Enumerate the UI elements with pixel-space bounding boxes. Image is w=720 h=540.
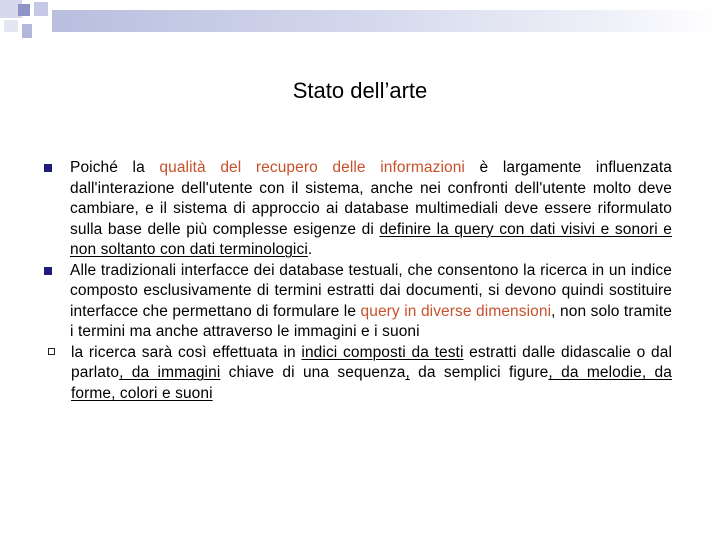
underlined-text: , [405, 364, 410, 381]
list-item [40, 158, 672, 261]
text-run: . [307, 241, 313, 258]
sub-list-item [40, 343, 672, 405]
text-run: Alle tradizionali interfacce dei database testuali, che consentono la ricerca in un indice composto esclusivamente di termini estratti dai documenti, si devono quindi sostituire interfacce che permettano di formulare le [70, 261, 672, 320]
text-run: Poiché la [70, 159, 160, 176]
decor-square [18, 4, 30, 16]
slide-title: Stato dell’arte [292, 78, 428, 103]
slide-content [40, 158, 672, 404]
underlined-text: , da melodie, da forme, colori e suoni [71, 364, 672, 402]
underlined-text: definire la query con dati visivi e sonori e non soltanto con dati terminologici [70, 220, 673, 258]
text-run: chiave di una sequenza [220, 364, 406, 381]
underlined-text: indici composti da testi [301, 343, 464, 361]
text-run: , non solo tramite i termini ma anche attraverso le immagini e i suoni [70, 302, 672, 340]
hollow-square-bullet-icon [48, 348, 55, 355]
highlighted-text: qualità del recupero delle informazioni [159, 159, 465, 176]
text-run: è largamente influenzata dall'interazione dell'utente con il sistema, anche nei confronti dell'utente molto deve cambiare, e il sistema di approccio ai database multimediali deve essere riformulato sulla base delle più complesse esigenze di [70, 159, 672, 238]
header-decoration [0, 0, 720, 50]
decor-square [22, 24, 32, 38]
square-bullet-icon [44, 267, 52, 275]
decor-square [34, 2, 48, 16]
text-run: la ricerca sarà così effettuata in [71, 343, 302, 361]
highlighted-text: query in diverse dimensioni [360, 302, 552, 320]
list-item [40, 261, 672, 343]
square-bullet-icon [44, 164, 52, 172]
text-run: da semplici figure [409, 364, 549, 381]
header-gradient-bar [52, 10, 720, 32]
text-run: estratti dalle didascalie o dal parlato [71, 343, 672, 381]
decor-square [4, 20, 18, 32]
underlined-text: , da immagini [119, 364, 221, 381]
